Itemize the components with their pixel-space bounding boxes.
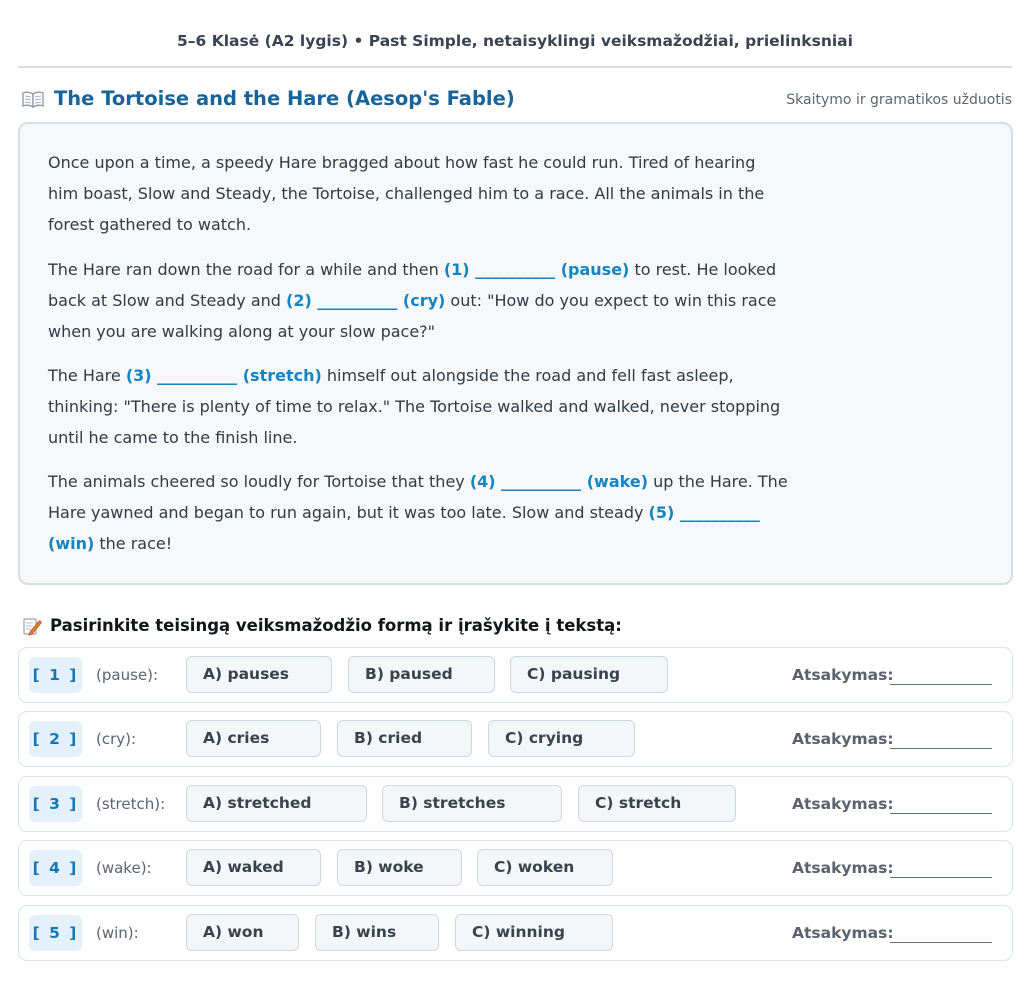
option-b-button[interactable]: B) cried xyxy=(337,720,472,757)
option-c-button[interactable]: C) crying xyxy=(488,720,635,757)
answer-blank[interactable] xyxy=(890,748,992,749)
instructions-row xyxy=(22,614,1012,640)
option-b-button[interactable]: B) stretches xyxy=(382,785,562,822)
question-verb: (wake): xyxy=(96,859,152,877)
story-title-row xyxy=(22,86,1012,114)
option-c-button[interactable]: C) woken xyxy=(477,849,613,886)
question-row-5 xyxy=(18,905,1013,961)
question-verb: (cry): xyxy=(96,730,137,748)
pencil-icon xyxy=(22,616,42,636)
book-icon xyxy=(22,91,44,108)
story-gap: (5) __________ (win) xyxy=(48,503,760,553)
answer-blank[interactable] xyxy=(890,813,992,814)
question-verb: (pause): xyxy=(96,666,159,684)
option-a-button[interactable]: A) pauses xyxy=(186,656,332,693)
worksheet-header: 5–6 Klasė (A2 lygis) • Past Simple, netaisyklingi veiksmažodžiai, prielinksniai xyxy=(177,32,853,50)
option-a-button[interactable]: A) cries xyxy=(186,720,321,757)
story-paragraph: The Hare (3) __________ (stretch) himself out alongside the road and fell fast asleep, thinking: "There is plenty of time to relax." The Tortoise walked and walked, never stopping until he came to the finish line. xyxy=(48,366,781,447)
option-a-button[interactable]: A) waked xyxy=(186,849,321,886)
instructions-text: Pasirinkite teisingą veiksmažodžio formą ir įrašykite į tekstą: xyxy=(50,616,622,635)
header-divider xyxy=(18,66,1012,68)
option-b-button[interactable]: B) paused xyxy=(348,656,495,693)
option-b-button[interactable]: B) woke xyxy=(337,849,462,886)
story-title: The Tortoise and the Hare (Aesop's Fable) xyxy=(54,87,515,110)
story-gap: (4) __________ (wake) xyxy=(469,472,649,491)
answer-blank[interactable] xyxy=(890,942,992,943)
question-row-4 xyxy=(18,840,1013,896)
question-number: [ 1 ] xyxy=(29,657,82,693)
option-a-button[interactable]: A) stretched xyxy=(186,785,367,822)
option-b-button[interactable]: B) wins xyxy=(315,914,439,951)
question-verb: (win): xyxy=(96,924,139,942)
question-row-3 xyxy=(18,776,1013,832)
option-c-button[interactable]: C) pausing xyxy=(510,656,668,693)
answer-blank[interactable] xyxy=(890,684,992,685)
story-panel xyxy=(18,122,1013,585)
question-row-1 xyxy=(18,647,1013,703)
option-a-button[interactable]: A) won xyxy=(186,914,299,951)
story-paragraph: The animals cheered so loudly for Tortoise that they (4) __________ (wake) up the Hare. The Hare yawned and began to run again, but it was too late. Slow and steady (5) __________ (win) the race! xyxy=(48,472,788,553)
question-number: [ 3 ] xyxy=(29,786,82,822)
story-gap: (3) __________ (stretch) xyxy=(125,366,322,385)
answer-label: Atsakymas: xyxy=(792,795,894,813)
answer-label: Atsakymas: xyxy=(792,859,894,877)
story-subtitle: Skaitymo ir gramatikos užduotis xyxy=(786,92,1012,108)
option-c-button[interactable]: C) stretch xyxy=(578,785,736,822)
question-number: [ 5 ] xyxy=(29,915,82,951)
answer-label: Atsakymas: xyxy=(792,924,894,942)
answer-blank[interactable] xyxy=(890,877,992,878)
question-verb: (stretch): xyxy=(96,795,166,813)
option-c-button[interactable]: C) winning xyxy=(455,914,613,951)
question-row-2 xyxy=(18,711,1013,767)
story-gap: (2) __________ (cry) xyxy=(286,291,446,310)
question-number: [ 2 ] xyxy=(29,721,82,757)
story-paragraph: The Hare ran down the road for a while and then (1) __________ (pause) to rest. He looked back at Slow and Steady and (2) __________ (cry) out: "How do you expect to win this race when you are walking along at your slow pace?" xyxy=(48,260,777,341)
question-number: [ 4 ] xyxy=(29,850,82,886)
answer-label: Atsakymas: xyxy=(792,730,894,748)
answer-label: Atsakymas: xyxy=(792,666,894,684)
story-gap: (1) __________ (pause) xyxy=(443,260,630,279)
story-paragraph: Once upon a time, a speedy Hare bragged about how fast he could run. Tired of hearing him boast, Slow and Steady, the Tortoise, challenged him to a race. All the animals in the forest gathered to watch. xyxy=(48,153,765,234)
